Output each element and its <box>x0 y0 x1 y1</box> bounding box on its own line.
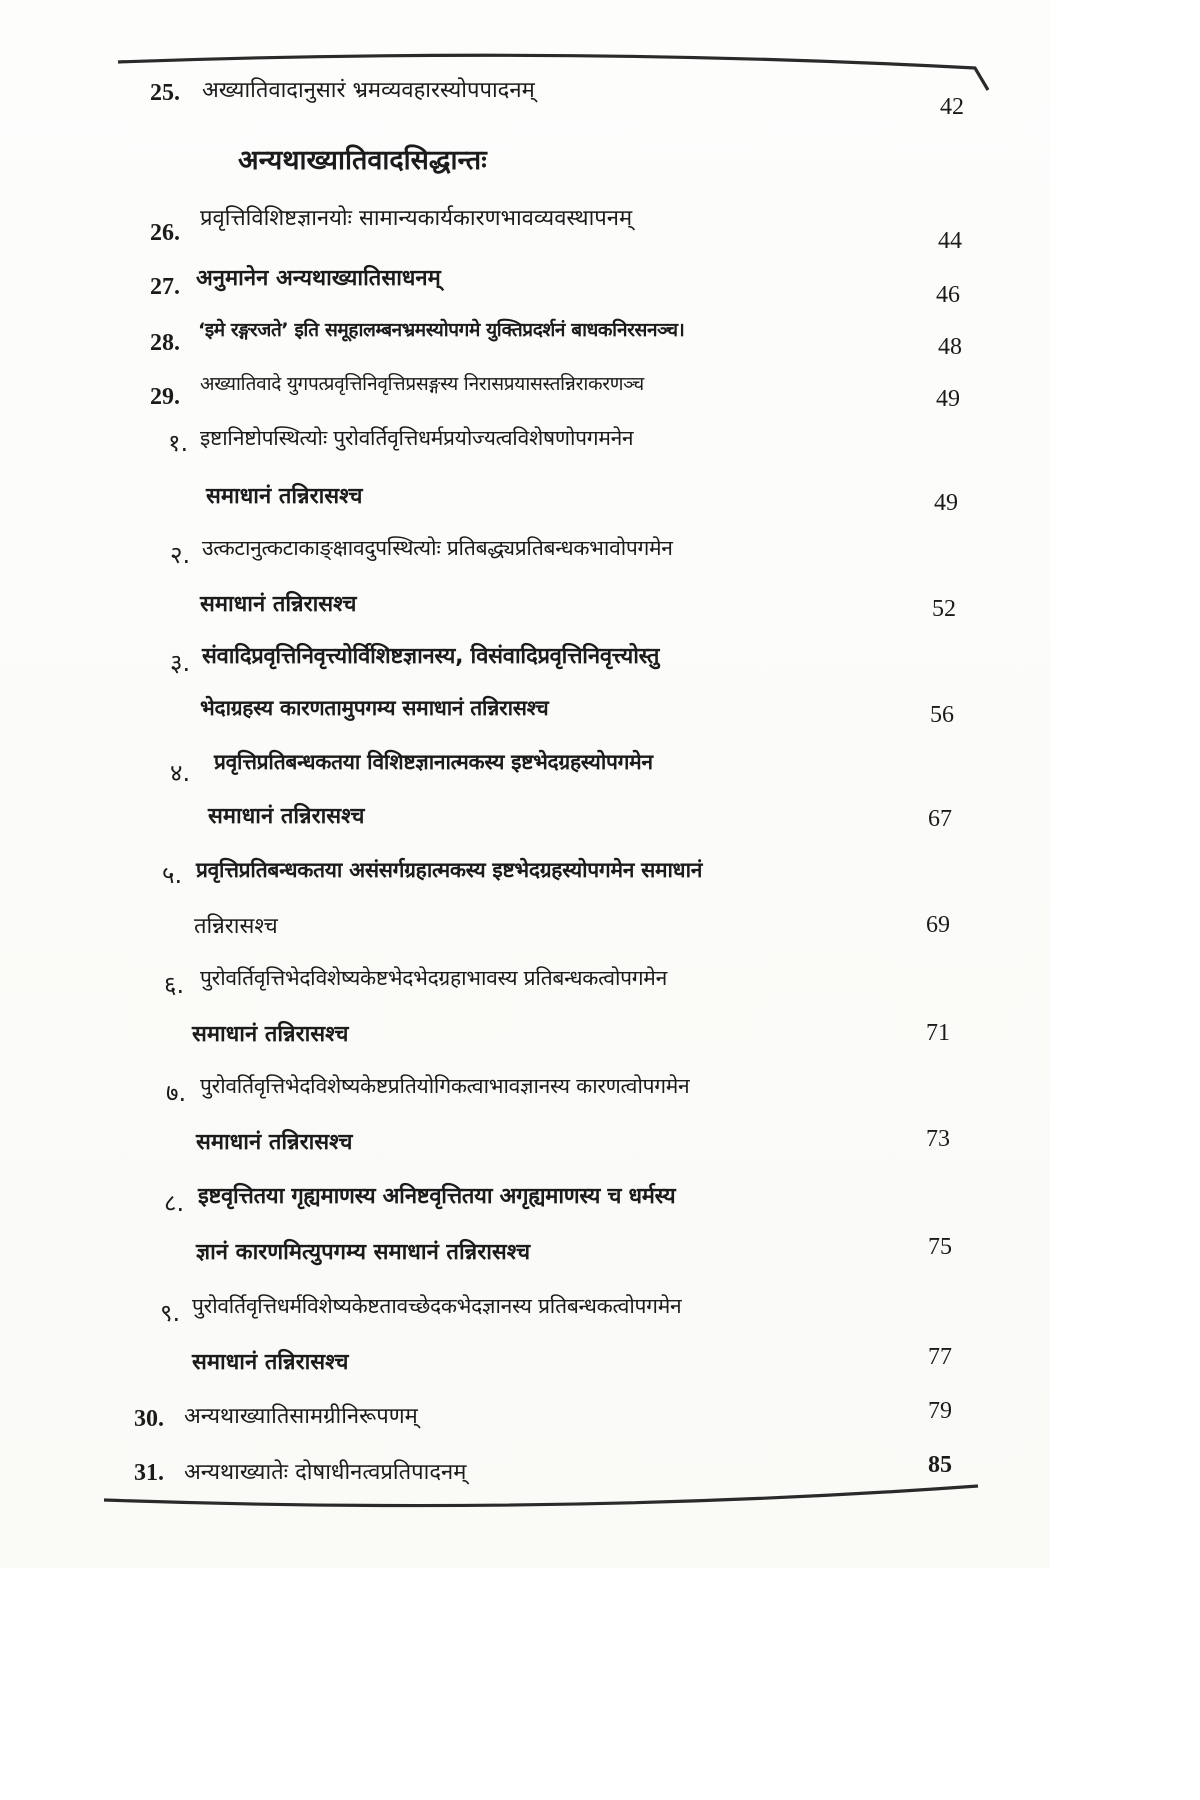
subentry-line2: तन्निरासश्च <box>194 914 278 939</box>
subentry-line2: समाधानं तन्निरासश्च <box>192 1022 349 1047</box>
subentry-line2: भेदाग्रहस्य कारणतामुपगम्य समाधानं तन्निरासश्च <box>200 696 549 720</box>
entry-number: 30. <box>134 1406 164 1432</box>
subentry-number: २. <box>170 541 191 569</box>
entry-number: 27. <box>150 274 180 300</box>
subentry-line2: समाधानं तन्निरासश्च <box>206 484 363 509</box>
subentry-page: 71 <box>926 1020 950 1046</box>
subentry-number: १. <box>168 429 189 457</box>
subentry-line2: समाधानं तन्निरासश्च <box>200 592 357 617</box>
subentry-line1: इष्टानिष्टोपस्थित्योः पुरोवर्तिवृत्तिधर्मप्रयोज्यत्वविशेषणोपगमनेन <box>200 426 634 450</box>
subentry-page: 49 <box>934 490 958 516</box>
subentry-line1: पुरोवर्तिवृत्तिभेदविशेष्यकेष्टप्रतियोगिकत्वाभावज्ञानस्य कारणत्वोपगमेन <box>200 1074 690 1098</box>
entry-title: अख्यातिवादे युगपत्प्रवृत्तिनिवृत्तिप्रसङ्गस्य निरासप्रयासस्तन्निराकरणञ्च <box>200 373 644 395</box>
subentry-line2: ज्ञानं कारणमित्युपगम्य समाधानं तन्निरासश्च <box>196 1240 531 1265</box>
subentry-number: ९. <box>160 1299 181 1327</box>
entry-page: 85 <box>928 1452 952 1478</box>
subentry-number: ७. <box>166 1079 187 1107</box>
subentry-number: ६. <box>164 971 185 999</box>
subentry-line1: संवादिप्रवृत्तिनिवृत्त्योर्विशिष्टज्ञानस्य, विसंवादिप्रवृत्तिनिवृत्त्योस्तु <box>202 644 660 669</box>
subentry-page: 56 <box>930 702 954 728</box>
entry-page: 48 <box>938 334 962 360</box>
subentry-page: 52 <box>932 596 956 622</box>
subentry-line1: पुरोवर्तिवृत्तिभेदविशेष्यकेष्टभेदभेदग्रहाभावस्य प्रतिबन्धकत्वोपगमेन <box>200 966 667 990</box>
subentry-number: ५. <box>162 861 183 889</box>
entry-number: 29. <box>150 384 180 410</box>
entry-title: अन्यथाख्यातेः दोषाधीनत्वप्रतिपादनम् <box>184 1460 467 1485</box>
subentry-line1: प्रवृत्तिप्रतिबन्धकतया विशिष्टज्ञानात्मकस्य इष्टभेदग्रहस्योपगमेन <box>214 750 653 774</box>
subentry-line1: पुरोवर्तिवृत्तिधर्मविशेष्यकेष्टतावच्छेदकभेदज्ञानस्य प्रतिबन्धकत्वोपगमेन <box>192 1294 682 1318</box>
section-heading: अन्यथाख्यातिवादसिद्धान्तः <box>238 145 487 176</box>
subentry-number: ३. <box>170 649 191 677</box>
entry-page: 44 <box>938 228 962 254</box>
entry-page: 46 <box>936 282 960 308</box>
entry-number: 28. <box>150 330 180 356</box>
entry-page: 49 <box>936 386 960 412</box>
entry-page: 79 <box>928 1398 952 1424</box>
entry-number: 25. <box>150 80 180 106</box>
entry-number: 31. <box>134 1460 164 1486</box>
subentry-page: 73 <box>926 1126 950 1152</box>
subentry-line2: समाधानं तन्निरासश्च <box>192 1350 349 1375</box>
entry-number: 26. <box>150 220 180 246</box>
subentry-page: 77 <box>928 1344 952 1370</box>
entry-title: अख्यातिवादानुसारं भ्रमव्यवहारस्योपपादनम् <box>202 78 535 103</box>
subentry-page: 67 <box>928 806 952 832</box>
subentry-line2: समाधानं तन्निरासश्च <box>208 804 365 829</box>
subentry-number: ८. <box>164 1189 185 1217</box>
entry-title: ‘इमे रङ्गरजते’ इति समूहालम्बनभ्रमस्योपगमे युक्तिप्रदर्शनं बाधकनिरसनञ्च। <box>198 319 685 341</box>
subentry-line1: प्रवृत्तिप्रतिबन्धकतया असंसर्गग्रहात्मकस्य इष्टभेदग्रहस्योपगमेन समाधानं <box>196 858 703 882</box>
subentry-page: 69 <box>926 912 950 938</box>
subentry-page: 75 <box>928 1234 952 1260</box>
entry-title: प्रवृत्तिविशिष्टज्ञानयोः सामान्यकार्यकारणभावव्यवस्थापनम् <box>200 206 633 231</box>
entry-title: अनुमानेन अन्यथाख्यातिसाधनम् <box>196 266 441 291</box>
subentry-line1: इष्टवृत्तितया गृह्यमाणस्य अनिष्टवृत्तितया अगृह्यमाणस्य च धर्मस्य <box>198 1184 676 1209</box>
subentry-line2: समाधानं तन्निरासश्च <box>196 1130 353 1155</box>
subentry-line1: उत्कटानुत्कटाकाङ्क्षावदुपस्थित्योः प्रतिबद्ध्यप्रतिबन्धकभावोपगमेन <box>202 536 673 560</box>
entry-title: अन्यथाख्यातिसामग्रीनिरूपणम् <box>184 1404 418 1429</box>
subentry-number: ४. <box>170 759 191 787</box>
entry-page: 42 <box>940 94 964 120</box>
